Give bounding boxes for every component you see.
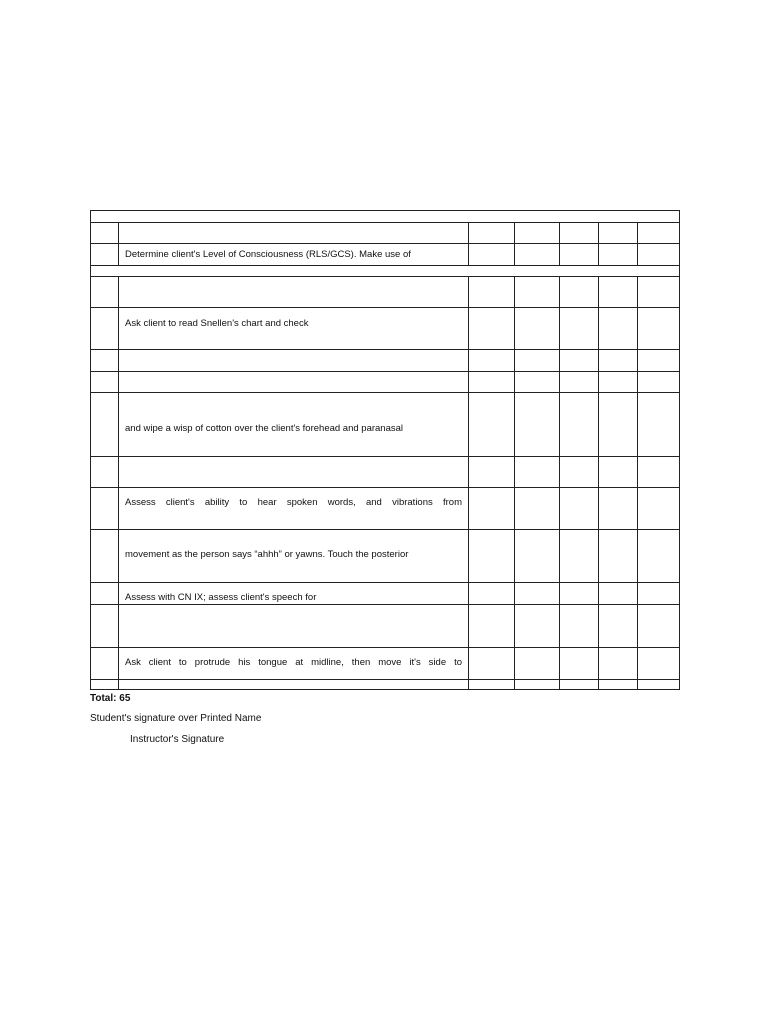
table-row bbox=[91, 648, 680, 680]
table-row bbox=[91, 457, 680, 488]
table-section-row bbox=[91, 266, 680, 277]
score-cell bbox=[469, 244, 515, 266]
score-cell bbox=[515, 372, 560, 393]
score-cell bbox=[515, 308, 560, 350]
score-cell bbox=[515, 530, 560, 583]
score-cell bbox=[560, 308, 599, 350]
score-cell bbox=[560, 488, 599, 530]
step-snellens-chart: Ask client to read Snellen's chart and check bbox=[119, 308, 469, 350]
number-cell bbox=[91, 530, 119, 583]
score-cell bbox=[599, 488, 638, 530]
score-cell bbox=[638, 648, 680, 680]
score-cell bbox=[469, 648, 515, 680]
number-cell bbox=[91, 648, 119, 680]
score-cell bbox=[515, 244, 560, 266]
score-cell bbox=[599, 648, 638, 680]
table-row bbox=[91, 277, 680, 308]
score-cell bbox=[638, 277, 680, 308]
table-section-cell bbox=[91, 266, 680, 277]
score-cell bbox=[599, 244, 638, 266]
score-cell bbox=[599, 583, 638, 605]
score-cell bbox=[560, 223, 599, 244]
score-cell bbox=[515, 350, 560, 372]
score-cell bbox=[469, 605, 515, 648]
score-cell bbox=[638, 372, 680, 393]
score-cell bbox=[560, 372, 599, 393]
score-cell bbox=[599, 680, 638, 690]
procedure-checklist-table bbox=[90, 210, 680, 690]
score-cell bbox=[515, 648, 560, 680]
step-cn-ix: Assess with CN IX; assess client's speech for bbox=[119, 583, 469, 605]
score-cell bbox=[469, 223, 515, 244]
score-cell bbox=[638, 530, 680, 583]
table-row bbox=[91, 350, 680, 372]
table-header-cell bbox=[91, 211, 680, 223]
number-cell bbox=[91, 457, 119, 488]
table-row bbox=[91, 488, 680, 530]
score-cell bbox=[515, 605, 560, 648]
score-cell bbox=[599, 350, 638, 372]
table-header-row bbox=[91, 211, 680, 223]
score-cell bbox=[469, 457, 515, 488]
step-hearing: Assess client's ability to hear spoken words, and vibrations from bbox=[119, 488, 469, 530]
score-cell bbox=[638, 308, 680, 350]
step-cell bbox=[119, 350, 469, 372]
score-cell bbox=[599, 372, 638, 393]
score-cell bbox=[560, 457, 599, 488]
total-score: Total: 65 bbox=[90, 693, 131, 704]
step-ahhh-yawn: movement as the person says “ahhh” or yawns. Touch the posterior bbox=[119, 530, 469, 583]
number-cell bbox=[91, 393, 119, 457]
score-cell bbox=[599, 530, 638, 583]
score-cell bbox=[560, 350, 599, 372]
score-cell bbox=[469, 308, 515, 350]
score-cell bbox=[469, 393, 515, 457]
score-cell bbox=[638, 393, 680, 457]
table-row bbox=[91, 393, 680, 457]
score-cell bbox=[560, 648, 599, 680]
score-cell bbox=[560, 583, 599, 605]
number-cell bbox=[91, 277, 119, 308]
step-cotton-wisp: and wipe a wisp of cotton over the client's forehead and paranasal bbox=[119, 393, 469, 457]
score-cell bbox=[638, 605, 680, 648]
step-cell bbox=[119, 277, 469, 308]
student-signature-label: Student's signature over Printed Name bbox=[90, 713, 262, 724]
score-cell bbox=[599, 308, 638, 350]
score-cell bbox=[515, 488, 560, 530]
score-cell bbox=[560, 605, 599, 648]
score-cell bbox=[515, 680, 560, 690]
score-cell bbox=[560, 244, 599, 266]
score-cell bbox=[638, 350, 680, 372]
score-cell bbox=[469, 530, 515, 583]
score-cell bbox=[599, 605, 638, 648]
table-row bbox=[91, 372, 680, 393]
step-cell bbox=[119, 680, 469, 690]
number-cell bbox=[91, 350, 119, 372]
step-cell bbox=[119, 223, 469, 244]
step-cell bbox=[119, 457, 469, 488]
step-tongue: Ask client to protrude his tongue at midline, then move it's side to bbox=[119, 648, 469, 680]
table-row bbox=[91, 680, 680, 690]
score-cell bbox=[638, 457, 680, 488]
score-cell bbox=[599, 457, 638, 488]
instructor-signature-label: Instructor's Signature bbox=[130, 734, 225, 745]
table-row bbox=[91, 530, 680, 583]
step-level-of-consciousness: Determine client's Level of Consciousness (RLS/GCS). Make use of bbox=[119, 244, 469, 266]
table-row bbox=[91, 308, 680, 350]
score-cell bbox=[515, 393, 560, 457]
score-cell bbox=[469, 372, 515, 393]
number-cell bbox=[91, 308, 119, 350]
table-row bbox=[91, 244, 680, 266]
score-cell bbox=[560, 277, 599, 308]
step-cell bbox=[119, 372, 469, 393]
score-cell bbox=[560, 530, 599, 583]
number-cell bbox=[91, 583, 119, 605]
number-cell bbox=[91, 372, 119, 393]
number-cell bbox=[91, 223, 119, 244]
score-cell bbox=[469, 277, 515, 308]
score-cell bbox=[560, 680, 599, 690]
table-row bbox=[91, 605, 680, 648]
table-row bbox=[91, 583, 680, 605]
score-cell bbox=[515, 457, 560, 488]
score-cell bbox=[469, 583, 515, 605]
score-cell bbox=[469, 350, 515, 372]
number-cell bbox=[91, 680, 119, 690]
score-cell bbox=[638, 223, 680, 244]
score-cell bbox=[599, 277, 638, 308]
score-cell bbox=[469, 488, 515, 530]
score-cell bbox=[599, 223, 638, 244]
number-cell bbox=[91, 488, 119, 530]
score-cell bbox=[515, 277, 560, 308]
score-cell bbox=[638, 488, 680, 530]
score-cell bbox=[638, 583, 680, 605]
score-cell bbox=[515, 583, 560, 605]
score-cell bbox=[560, 393, 599, 457]
score-cell bbox=[515, 223, 560, 244]
number-cell bbox=[91, 244, 119, 266]
step-cell bbox=[119, 605, 469, 648]
number-cell bbox=[91, 605, 119, 648]
score-cell bbox=[469, 680, 515, 690]
score-cell bbox=[638, 244, 680, 266]
table-row bbox=[91, 223, 680, 244]
score-cell bbox=[599, 393, 638, 457]
score-cell bbox=[638, 680, 680, 690]
